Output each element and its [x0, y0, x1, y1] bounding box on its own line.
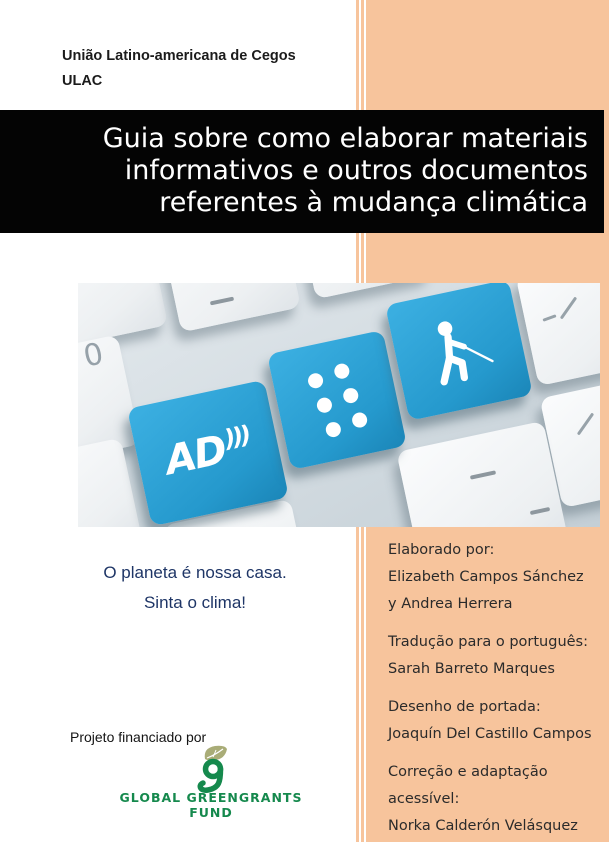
- braille-key: [267, 330, 407, 470]
- page-title-line3: referentes à mudança climática: [159, 187, 588, 218]
- title-banner: [0, 110, 604, 233]
- credit-line: Sarah Barreto Marques: [388, 661, 555, 677]
- organisation-name-line1: União Latino-americana de Cegos: [62, 48, 296, 64]
- funding-label: Projeto financiado por: [70, 729, 207, 745]
- credit-line: Joaquín Del Castillo Campos: [388, 726, 592, 742]
- credit-line: Elizabeth Campos Sánchez: [388, 569, 584, 585]
- page-title-line1: Guia sobre como elaborar materiais: [102, 123, 588, 154]
- organisation-name: [62, 44, 296, 94]
- credit-label: Tradução para o português:: [388, 634, 588, 650]
- tagline: [30, 558, 360, 618]
- audio-description-icon: [161, 420, 255, 485]
- zero-key-label: 0: [80, 336, 107, 375]
- credit-line: y Andrea Herrera: [388, 596, 513, 612]
- credit-label: Elaborado por:: [388, 542, 495, 558]
- credits-block: [388, 537, 603, 851]
- keyboard-key: [516, 283, 600, 386]
- cover-photo-keyboard: [78, 283, 600, 527]
- credit-label: Correção e adaptação acessível:: [388, 764, 548, 807]
- credit-label: Desenho de portada:: [388, 699, 541, 715]
- keyboard-key: [292, 283, 433, 299]
- tagline-line1: O planeta é nossa casa.: [103, 563, 287, 582]
- credit-section-translation: [388, 629, 603, 683]
- ad-sound-waves: ))): [221, 420, 251, 453]
- braille-icon: [305, 361, 368, 439]
- page-title-line2: informativos e outros documentos: [124, 155, 588, 186]
- keyboard-key: [78, 438, 143, 527]
- blind-pedestrian-icon: [414, 305, 504, 395]
- credit-section-cover-design: [388, 694, 603, 748]
- credit-section-accessibility: [388, 759, 603, 840]
- greengrants-logo-text: GLOBAL GREENGRANTS FUND: [119, 790, 303, 820]
- keyboard-key: [157, 283, 301, 332]
- organisation-acronym: ULAC: [62, 73, 103, 89]
- blind-pedestrian-key: [385, 283, 533, 421]
- tagline-line2: Sinta o clima!: [143, 593, 247, 612]
- credit-section-authors: [388, 537, 603, 618]
- ad-label: AD: [161, 426, 230, 485]
- credit-line: Norka Calderón Velásquez: [388, 818, 578, 834]
- greengrants-logo: [191, 745, 239, 793]
